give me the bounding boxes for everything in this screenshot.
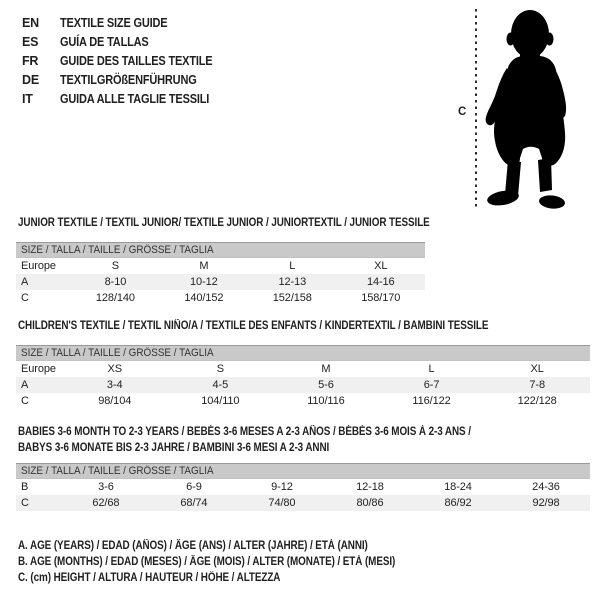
size-value-cell: S bbox=[216, 363, 224, 375]
table-row bbox=[16, 258, 425, 275]
size-value-cell: 116/122 bbox=[412, 395, 451, 407]
language-row bbox=[22, 51, 233, 70]
language-row bbox=[22, 89, 233, 108]
table-row bbox=[16, 495, 590, 511]
size-header-text: SIZE / TALLA / TAILLE / GRÖSSE / TAGLIA bbox=[21, 465, 214, 477]
legend-line: A. AGE (YEARS) / EDAD (AÑOS) / ÂGE (ANS) / ALTER (JAHRE) / ETÀ (ANNI) bbox=[18, 540, 368, 552]
table-row bbox=[16, 479, 590, 496]
section-title-line: CHILDREN'S TEXTILE / TEXTIL NIÑO/A / TEXTILE DES ENFANTS / KINDERTEXTIL / BAMBINI TESSILE bbox=[18, 320, 489, 332]
size-value-cell: 14-16 bbox=[366, 276, 395, 288]
language-code: EN bbox=[22, 15, 39, 30]
size-value-cell: XS bbox=[107, 363, 122, 375]
size-table bbox=[16, 463, 590, 511]
size-value-cell: 5-6 bbox=[318, 379, 334, 391]
size-header-cell bbox=[16, 243, 425, 258]
section-title-line: BABYS 3-6 MONATE BIS 2-3 JAHRE / BAMBINI 3-6 MESI A 2-3 ANNI bbox=[18, 442, 330, 454]
size-value-cell: 74/80 bbox=[268, 497, 296, 509]
row-label: C bbox=[21, 292, 29, 304]
size-value-cell: 8-10 bbox=[104, 276, 127, 288]
row-label: B bbox=[21, 481, 29, 493]
size-value-cell: 92/98 bbox=[532, 497, 560, 509]
legend bbox=[18, 538, 457, 586]
language-code: IT bbox=[22, 91, 33, 106]
size-value-cell: 68/74 bbox=[180, 497, 208, 509]
row-label: C bbox=[21, 395, 29, 407]
language-title: GUIDE DES TAILLES TEXTILE bbox=[60, 53, 213, 68]
size-value-cell: 158/170 bbox=[361, 292, 401, 304]
table-row bbox=[16, 361, 590, 378]
table-row bbox=[16, 393, 590, 409]
language-title: TEXTILE SIZE GUIDE bbox=[60, 15, 168, 30]
section-title-line: JUNIOR TEXTILE / TEXTIL JUNIOR/ TEXTILE JUNIOR / JUNIORTEXTIL / JUNIOR TESSILE bbox=[18, 217, 430, 229]
section-title bbox=[18, 424, 590, 456]
size-header-row bbox=[16, 243, 425, 258]
size-value-cell: 4-5 bbox=[212, 379, 229, 391]
size-value-cell: M bbox=[199, 260, 209, 272]
size-value-cell: 110/116 bbox=[307, 395, 345, 407]
size-value-cell: 98/104 bbox=[98, 395, 132, 407]
language-code: ES bbox=[22, 34, 39, 49]
language-row bbox=[22, 32, 233, 51]
size-value-cell: 6-9 bbox=[186, 481, 202, 493]
size-value-cell: 9-12 bbox=[271, 481, 293, 493]
size-header-row bbox=[16, 464, 590, 479]
row-label: Europe bbox=[21, 260, 56, 272]
row-label: Europe bbox=[21, 363, 56, 375]
size-value-cell: 3-6 bbox=[98, 481, 114, 493]
size-guide-section-babies bbox=[16, 424, 590, 511]
language-code: FR bbox=[22, 53, 39, 68]
language-title: GUÍA DE TALLAS bbox=[60, 34, 149, 49]
size-value-cell: M bbox=[321, 363, 331, 375]
size-header-text: SIZE / TALLA / TAILLE / GRÖSSE / TAGLIA bbox=[21, 347, 214, 359]
height-label-c: C bbox=[458, 106, 467, 118]
size-value-cell: XL bbox=[374, 260, 388, 272]
size-value-cell: 18-24 bbox=[444, 481, 472, 493]
size-value-cell: 140/152 bbox=[184, 292, 224, 304]
row-label: A bbox=[21, 379, 29, 391]
size-value-cell: L bbox=[289, 260, 296, 272]
size-value-cell: 6-7 bbox=[423, 379, 440, 391]
size-header-cell bbox=[16, 346, 590, 361]
size-value-cell: 86/92 bbox=[444, 497, 472, 509]
legend-line: B. AGE (MONTHS) / EDAD (MESES) / ÂGE (MOIS) / ALTER (MONATE) / ETÀ (MESI) bbox=[18, 556, 396, 568]
language-code: DE bbox=[22, 72, 39, 87]
size-value-cell: L bbox=[428, 363, 435, 375]
size-value-cell: 7-8 bbox=[529, 379, 545, 391]
table-row bbox=[16, 290, 425, 306]
row-label: A bbox=[21, 276, 29, 288]
size-table bbox=[16, 242, 425, 306]
size-value-cell: 80/86 bbox=[356, 497, 384, 509]
row-label: C bbox=[21, 497, 29, 509]
language-row bbox=[22, 70, 233, 89]
size-value-cell: 12-18 bbox=[356, 481, 384, 493]
language-title: TEXTILGRÖßENFÜHRUNG bbox=[60, 72, 197, 87]
section-title bbox=[18, 318, 590, 334]
size-value-cell: 62/68 bbox=[92, 497, 120, 509]
section-title-line: BABIES 3-6 MONTH TO 2-3 YEARS / BEBÉS 3-6 MESES A 2-3 AÑOS / BÉBÉS 3-6 MOIS À 2-3 ANS / bbox=[18, 426, 471, 438]
size-guide-section-junior bbox=[16, 215, 430, 306]
size-value-cell: 24-36 bbox=[532, 481, 560, 493]
size-value-cell: 3-4 bbox=[106, 379, 123, 391]
size-value-cell: 128/140 bbox=[95, 292, 135, 304]
table-row bbox=[16, 377, 590, 393]
size-value-cell: 104/110 bbox=[201, 395, 240, 407]
section-title bbox=[18, 215, 430, 231]
legend-line: C. (cm) HEIGHT / ALTURA / HAUTEUR / HÖHE / ALTEZZA bbox=[18, 572, 281, 584]
size-header-text: SIZE / TALLA / TAILLE / GRÖSSE / TAGLIA bbox=[21, 244, 214, 256]
baby-silhouette bbox=[486, 10, 566, 210]
language-row bbox=[22, 13, 233, 32]
size-header-cell bbox=[16, 464, 590, 479]
baby-silhouette-figure bbox=[450, 0, 600, 215]
size-value-cell: XL bbox=[530, 363, 544, 375]
size-value-cell: S bbox=[111, 260, 120, 272]
size-value-cell: 12-13 bbox=[278, 276, 307, 288]
language-title: GUIDA ALLE TAGLIE TESSILI bbox=[60, 91, 210, 106]
size-guide-section-children bbox=[16, 318, 590, 409]
size-value-cell: 152/158 bbox=[272, 292, 312, 304]
size-table bbox=[16, 345, 590, 409]
table-row bbox=[16, 274, 425, 290]
size-value-cell: 122/128 bbox=[517, 395, 557, 407]
size-value-cell: 10-12 bbox=[190, 276, 218, 288]
language-title-list bbox=[22, 13, 233, 108]
size-header-row bbox=[16, 346, 590, 361]
